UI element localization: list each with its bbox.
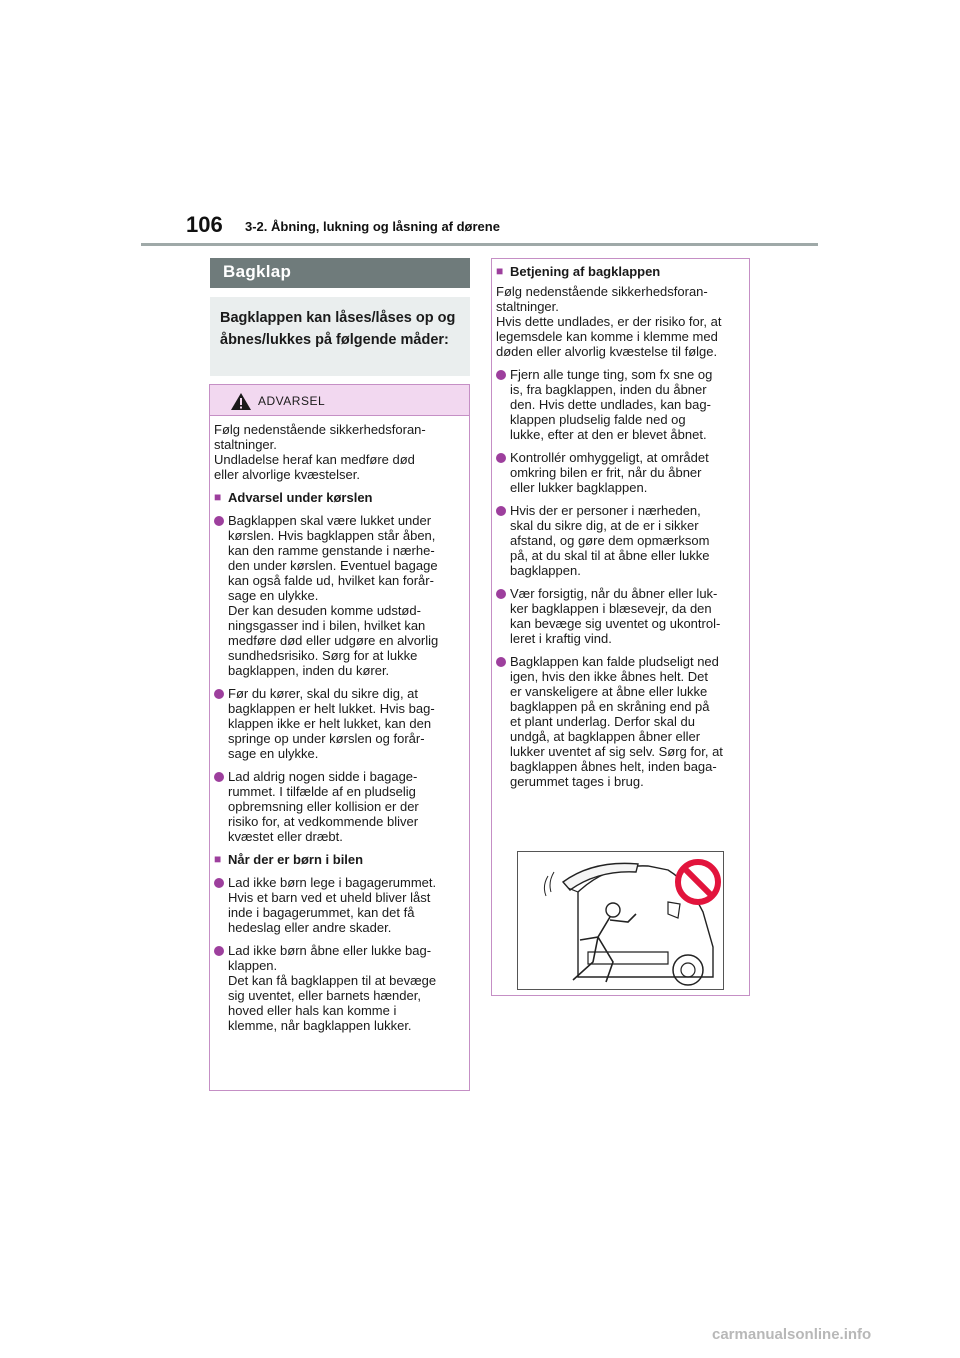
list-item (496, 450, 746, 495)
operation-subheading (496, 264, 746, 279)
list-item-text: Hvis der er personer i nærheden, skal du sikre dig, at de er i sikker afstand, og gøre dem opmærksom på, at du skal til at åbne eller lukke bagklappen. (510, 503, 710, 578)
list-item-text: Kontrollér omhyggeligt, at området omkring bilen er frit, når du åbner eller lukker bagklappen. (510, 450, 709, 495)
square-bullet-icon: ■ (214, 852, 222, 866)
section-heading (210, 258, 470, 288)
tailgate-illustration (517, 851, 724, 990)
bullet-icon (214, 689, 224, 699)
bullet-icon (214, 878, 224, 888)
warning-label: ADVARSEL (258, 394, 326, 408)
bullet-icon (496, 657, 506, 667)
prohibited-sign-icon (678, 862, 718, 902)
list-item (496, 503, 746, 578)
list-item (214, 686, 466, 761)
square-bullet-icon: ■ (214, 490, 222, 504)
bullet-icon (214, 772, 224, 782)
bullet-icon (496, 589, 506, 599)
list-item (496, 367, 746, 442)
list-item-text: Vær forsigtig, når du åbner eller luk- ker bagklappen i blæsevejr, da den kan bevæge sig uventet og ukontrol- leret i kraftig vind. (510, 586, 721, 646)
intro-text: Bagklappen kan låses/låses op og åbnes/lukkes på følgende måder: (220, 310, 456, 348)
car-tailgate-drawing (518, 852, 723, 989)
list-item-text: Bagklappen skal være lukket under kørslen. Hvis bagklappen står åben, kan den ramme genstande i nærhe- den under kørslen. Eventuel bagage kan også falde ud, hvilket kan forår- sage en ulykke. Der kan desuden komme udstød- ningsgasser ind i bilen, hvilket kan medføre død eller udgøre en alvorlig sundhedsrisiko. Sørg for at lukke bagklappen, inden du kører. (228, 513, 439, 678)
square-bullet-icon: ■ (496, 264, 504, 278)
warning-header (210, 385, 469, 416)
bullet-icon (496, 453, 506, 463)
list-item (214, 875, 466, 935)
bullet-icon (214, 516, 224, 526)
warning-subheading (214, 490, 466, 505)
warning-subheading (214, 852, 466, 867)
list-item (496, 586, 746, 646)
list-item-text: Lad aldrig nogen sidde i bagage- rummet. I tilfælde af en pludselig opbremsning eller kollision er der risiko for, at vedkommende bliver kvæstet eller dræbt. (228, 769, 419, 844)
list-item (214, 769, 466, 844)
warning-triangle-icon (230, 392, 252, 411)
list-item-text: Bagklappen kan falde pludseligt ned igen, hvis den ikke åbnes helt. Det er vanskeligere at åbne eller lukke bagklappen på en skråning end på et plant underlag. Derfor skal du undgå, at bagklappen åbner eller lukker uventet af sig selv. Sørg for, at bagklappen åbnes helt, inden baga- gerummet tages i brug. (510, 654, 723, 789)
subheading-text: Advarsel under kørslen (228, 490, 373, 505)
operation-intro: Følg nedenstående sikkerhedsforan- staltninger. Hvis dette undlades, er der risiko for, at legemsdele kan komme i klemme med døden eller alvorlig kvæstelse til følge. (496, 284, 722, 359)
warning-intro: Følg nedenstående sikkerhedsforan- staltninger. Undladelse heraf kan medføre død eller alvorlige kvæstelser. (214, 422, 426, 482)
warning-box (209, 384, 470, 1091)
subheading-text: Når der er børn i bilen (228, 852, 364, 867)
list-item-text: Før du kører, skal du sikre dig, at bagklappen er helt lukket. Hvis bag- klappen ikke er helt lukket, kan den springe op under kørslen og forår- sage en ulykke. (228, 686, 435, 761)
watermark: carmanualsonline.info (712, 1326, 872, 1343)
section-title: 3-2. Åbning, lukning og låsning af dørene (245, 219, 500, 234)
list-item-text: Fjern alle tunge ting, som fx sne og is, fra bagklappen, inden du åbner den. Hvis dette undlades, kan bag- klappen pludselig falde ned og lukke, efter at den er blevet åbnet. (510, 367, 713, 442)
list-item-text: Lad ikke børn lege i bagagerummet. Hvis et barn ved et uheld bliver låst inde i bagagerummet, kan det få hedeslag eller andre skader. (228, 875, 437, 935)
list-item (214, 943, 466, 1033)
page-number: 106 (186, 212, 223, 237)
subheading-text: Betjening af bagklappen (510, 264, 661, 279)
list-item (496, 654, 746, 789)
header-divider (141, 243, 818, 246)
bullet-icon (496, 506, 506, 516)
operation-content (496, 264, 746, 789)
list-item-text: Lad ikke børn åbne eller lukke bag- klappen. Det kan få bagklappen til at bevæge sig uventet, eller barnets hænder, hoved eller hals kan komme i klemme, når bagklappen lukker. (228, 943, 437, 1033)
intro-box (210, 297, 470, 376)
warning-content (214, 422, 466, 1033)
list-item (214, 513, 466, 678)
bullet-icon (214, 946, 224, 956)
bullet-icon (496, 370, 506, 380)
section-heading-text: Bagklap (223, 262, 292, 281)
